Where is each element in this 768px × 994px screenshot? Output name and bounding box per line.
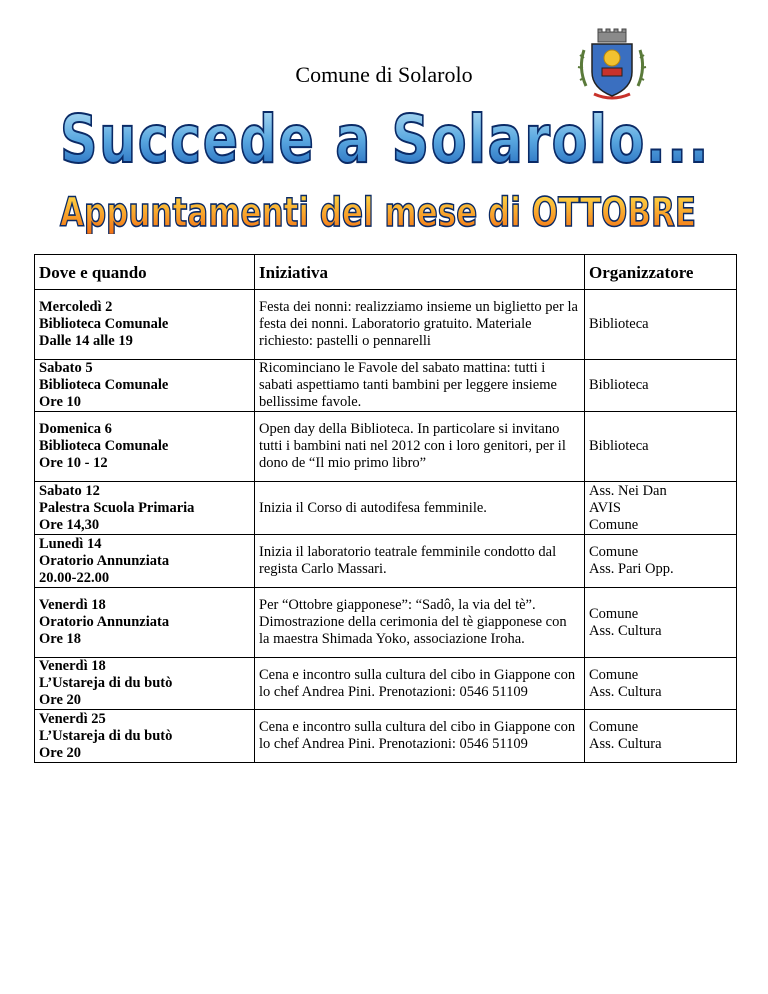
event-date: Sabato 5 bbox=[39, 360, 93, 376]
where-cell bbox=[35, 482, 255, 535]
table-row bbox=[35, 360, 737, 412]
organizer-cell bbox=[585, 360, 737, 412]
event-venue: Oratorio Annunziata bbox=[39, 552, 170, 569]
event-time: Ore 20 bbox=[39, 744, 82, 761]
event-time: 20.00-22.00 bbox=[39, 569, 110, 586]
where-cell bbox=[35, 588, 255, 658]
event-time: Ore 10 bbox=[39, 394, 82, 410]
table-row bbox=[35, 290, 737, 360]
event-date: Venerdì 18 bbox=[39, 658, 106, 674]
where-cell bbox=[35, 360, 255, 412]
column-header-initiative: Iniziativa bbox=[255, 255, 585, 290]
initiative-cell: Inizia il laboratorio teatrale femminile condotto dal regista Carlo Massari. bbox=[255, 535, 585, 588]
municipality-name: Comune di Solarolo bbox=[295, 62, 473, 87]
organizer-cell bbox=[585, 658, 737, 710]
event-venue: Biblioteca Comunale bbox=[39, 438, 169, 454]
initiative-cell: Cena e incontro sulla cultura del cibo in Giappone con lo chef Andrea Pini. Prenotazioni: 0546 51109 bbox=[255, 710, 585, 763]
svg-text:Appuntamenti del mese di OTTOB: Appuntamenti del mese di OTTOBRE bbox=[60, 190, 696, 234]
event-time: Ore 20 bbox=[39, 692, 82, 708]
organizer-name: Biblioteca bbox=[589, 316, 649, 332]
event-date: Mercoledì 2 bbox=[39, 299, 113, 315]
table-row bbox=[35, 658, 737, 710]
initiative-cell: Ricominciano le Favole del sabato mattina: tutti i sabati aspettiamo tanti bambini per leggere insieme bellissime favole. bbox=[255, 360, 585, 412]
where-cell bbox=[35, 290, 255, 360]
banner-title bbox=[30, 98, 740, 178]
organizer-name: Ass. Nei Dan bbox=[589, 482, 667, 499]
organizer-name: Comune bbox=[589, 544, 639, 560]
event-venue: Palestra Scuola Primaria bbox=[39, 499, 195, 516]
event-date: Lunedì 14 bbox=[39, 535, 102, 552]
organizer-name: Comune bbox=[589, 516, 639, 533]
organizer-name: Comune bbox=[589, 605, 639, 622]
initiative-cell: Inizia il Corso di autodifesa femminile. bbox=[255, 482, 585, 535]
column-header-where: Dove e quando bbox=[35, 255, 255, 290]
where-cell bbox=[35, 710, 255, 763]
organizer-cell bbox=[585, 290, 737, 360]
banner-subtitle bbox=[30, 186, 740, 234]
event-time: Ore 10 - 12 bbox=[39, 455, 108, 471]
organizer-cell bbox=[585, 535, 737, 588]
svg-text:Succede a Solarolo...: Succede a Solarolo... bbox=[60, 101, 710, 178]
event-time: Dalle 14 alle 19 bbox=[39, 333, 133, 349]
event-time: Ore 18 bbox=[39, 631, 82, 647]
event-venue: L’Ustareja di du butò bbox=[39, 675, 173, 691]
initiative-cell: Open day della Biblioteca. In particolare si invitano tutti i bambini nati nel 2012 con i loro genitori, per il dono de “Il mio primo libro” bbox=[255, 412, 585, 482]
organizer-name: Ass. Cultura bbox=[589, 622, 662, 639]
column-header-organizer: Organizzatore bbox=[585, 255, 737, 290]
event-date: Sabato 12 bbox=[39, 482, 100, 499]
events-table bbox=[34, 254, 737, 763]
organizer-name: Ass. Pari Opp. bbox=[589, 561, 674, 577]
table-row bbox=[35, 710, 737, 763]
organizer-name: Ass. Cultura bbox=[589, 683, 662, 700]
organizer-name: Ass. Cultura bbox=[589, 736, 662, 752]
event-date: Venerdì 25 bbox=[39, 710, 106, 727]
table-row bbox=[35, 535, 737, 588]
organizer-cell bbox=[585, 412, 737, 482]
table-header-row bbox=[35, 255, 737, 290]
event-venue: Oratorio Annunziata bbox=[39, 614, 170, 630]
where-cell bbox=[35, 658, 255, 710]
organizer-cell bbox=[585, 588, 737, 658]
organizer-cell bbox=[585, 482, 737, 535]
organizer-cell bbox=[585, 710, 737, 763]
event-date: Domenica 6 bbox=[39, 421, 112, 437]
organizer-name: Biblioteca bbox=[589, 438, 649, 454]
organizer-name: AVIS bbox=[589, 499, 621, 516]
organizer-name: Biblioteca bbox=[589, 377, 649, 393]
table-row bbox=[35, 588, 737, 658]
organizer-name: Comune bbox=[589, 719, 639, 735]
organizer-name: Comune bbox=[589, 666, 639, 683]
where-cell bbox=[35, 535, 255, 588]
initiative-cell: Per “Ottobre giapponese”: “Sadô, la via del tè”. Dimostrazione della cerimonia del tè giapponese con la maestra Shimada Yoko, associazione Iroha. bbox=[255, 588, 585, 658]
table-row bbox=[35, 412, 737, 482]
event-date: Venerdì 18 bbox=[39, 597, 106, 613]
where-cell bbox=[35, 412, 255, 482]
coat-of-arms-icon bbox=[576, 28, 648, 104]
event-venue: Biblioteca Comunale bbox=[39, 316, 169, 332]
event-venue: Biblioteca Comunale bbox=[39, 377, 169, 393]
initiative-cell: Festa dei nonni: realizziamo insieme un biglietto per la festa dei nonni. Laboratorio gratuito. Materiale richiesto: pastelli o pennarelli bbox=[255, 290, 585, 360]
event-venue: L’Ustareja di du butò bbox=[39, 727, 173, 744]
table-row bbox=[35, 482, 737, 535]
initiative-cell: Cena e incontro sulla cultura del cibo in Giappone con lo chef Andrea Pini. Prenotazioni: 0546 51109 bbox=[255, 658, 585, 710]
event-time: Ore 14,30 bbox=[39, 516, 100, 533]
